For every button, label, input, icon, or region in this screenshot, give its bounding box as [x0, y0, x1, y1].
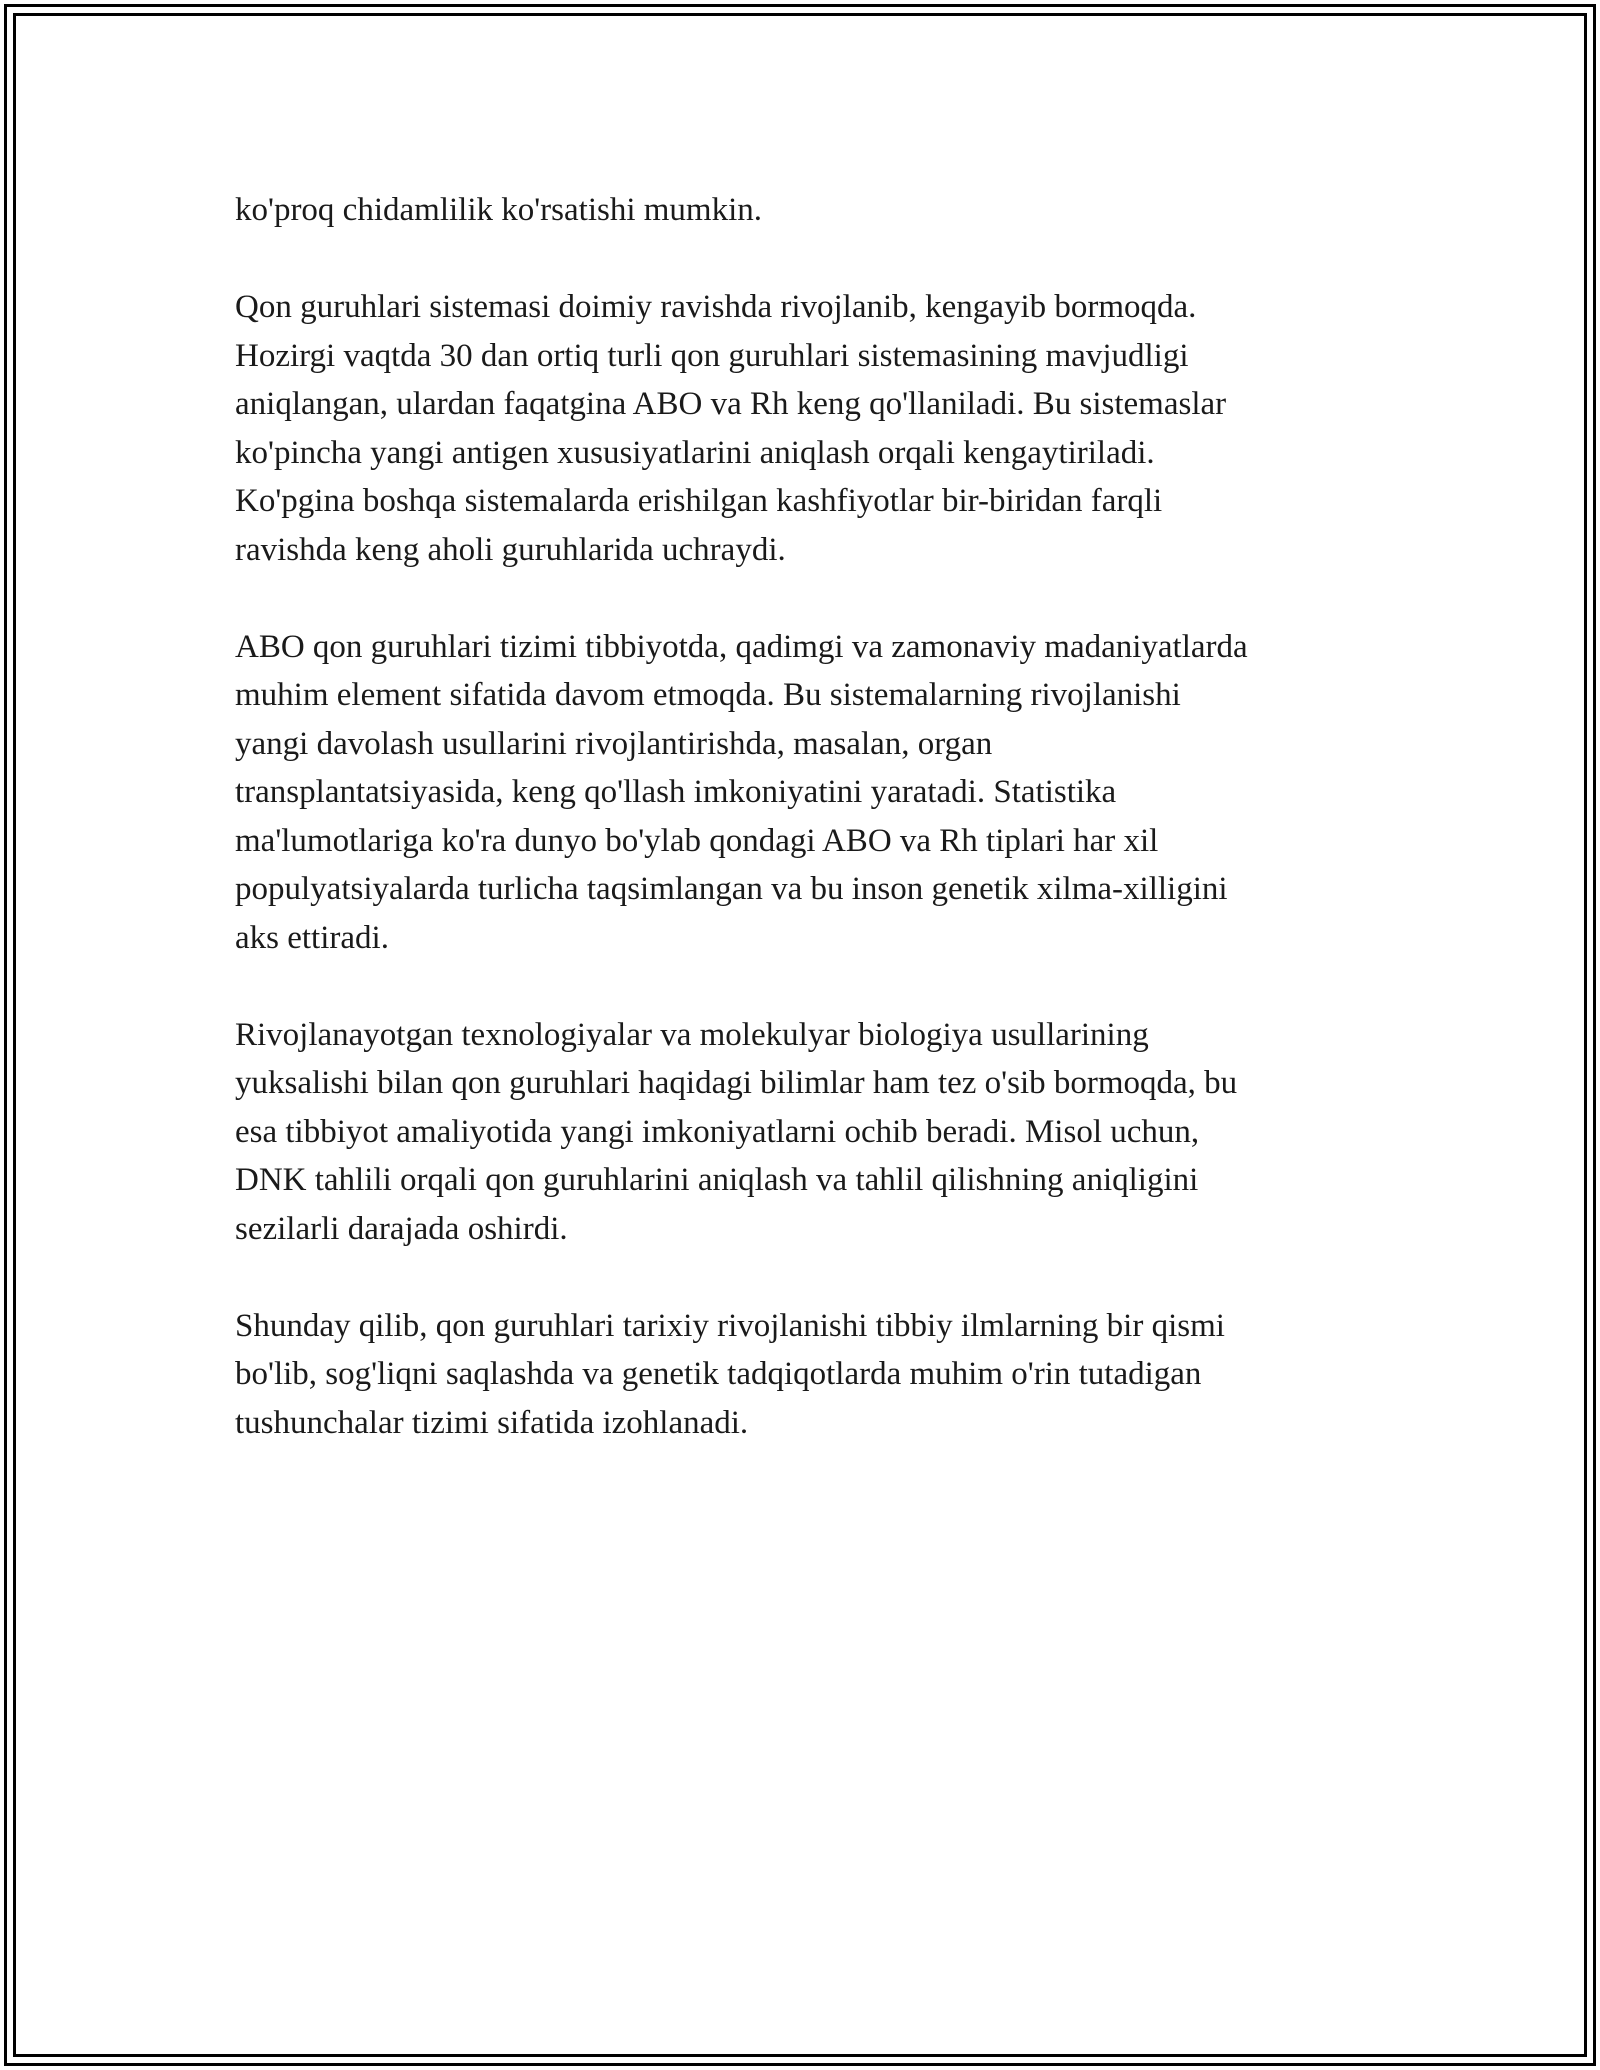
paragraph-2: Qon guruhlari sistemasi doimiy ravishda rivojlanib, kengayib bormoqda. Hozirgi vaqtda 30 dan ortiq turli qon guruhlari sistemasining mavjudligi aniqlangan, ulardan faqatgina ABO va Rh keng qo'llaniladi. Bu sistemaslar ko'pincha yangi antigen xususiyatlarini aniqlash orqali kengaytiriladi. Ko'pgina boshqa sistemalarda erishilgan kashfiyotlar bir-biridan farqli ravishda keng aholi guruhlarida uchraydi. [235, 289, 1227, 568]
paragraph-3: ABO qon guruhlari tizimi tibbiyotda, qadimgi va zamonaviy madaniyatlarda muhim element sifatida davom etmoqda. Bu sistemalarning rivojlanishi yangi davolash usullarini rivojlantirishda, masalan, organ transplantatsiyasida, keng qo'llash imkoniyatini yaratadi. Statistika ma'lumotlariga ko'ra dunyo bo'ylab qondagi ABO va Rh tiplari har xil populyatsiyalarda turlicha taqsimlangan va bu inson genetik xilma-xilligini aks ettiradi. [235, 628, 1248, 956]
paragraph-4: Rivojlanayotgan texnologiyalar va molekulyar biologiya usullarining yuksalishi bilan qon guruhlari haqidagi bilimlar ham tez o'sib bormoqda, bu esa tibbiyot amaliyotida yangi imkoniyatlarni ochib beradi. Misol uchun, DNK tahlili orqali qon guruhlarini aniqlash va tahlil qilishning aniqligini sezilarli darajada oshirdi. [235, 1016, 1238, 1247]
document-body [235, 186, 1385, 1447]
paragraph-1: ko'proq chidamlilik ko'rsatishi mumkin. [235, 192, 763, 228]
paragraph-5: Shunday qilib, qon guruhlari tarixiy rivojlanishi tibbiy ilmlarning bir qismi bo'lib, sog'liqni saqlashda va genetik tadqiqotlarda muhim o'rin tutadigan tushunchalar tizimi sifatida izohlanadi. [235, 1307, 1225, 1441]
